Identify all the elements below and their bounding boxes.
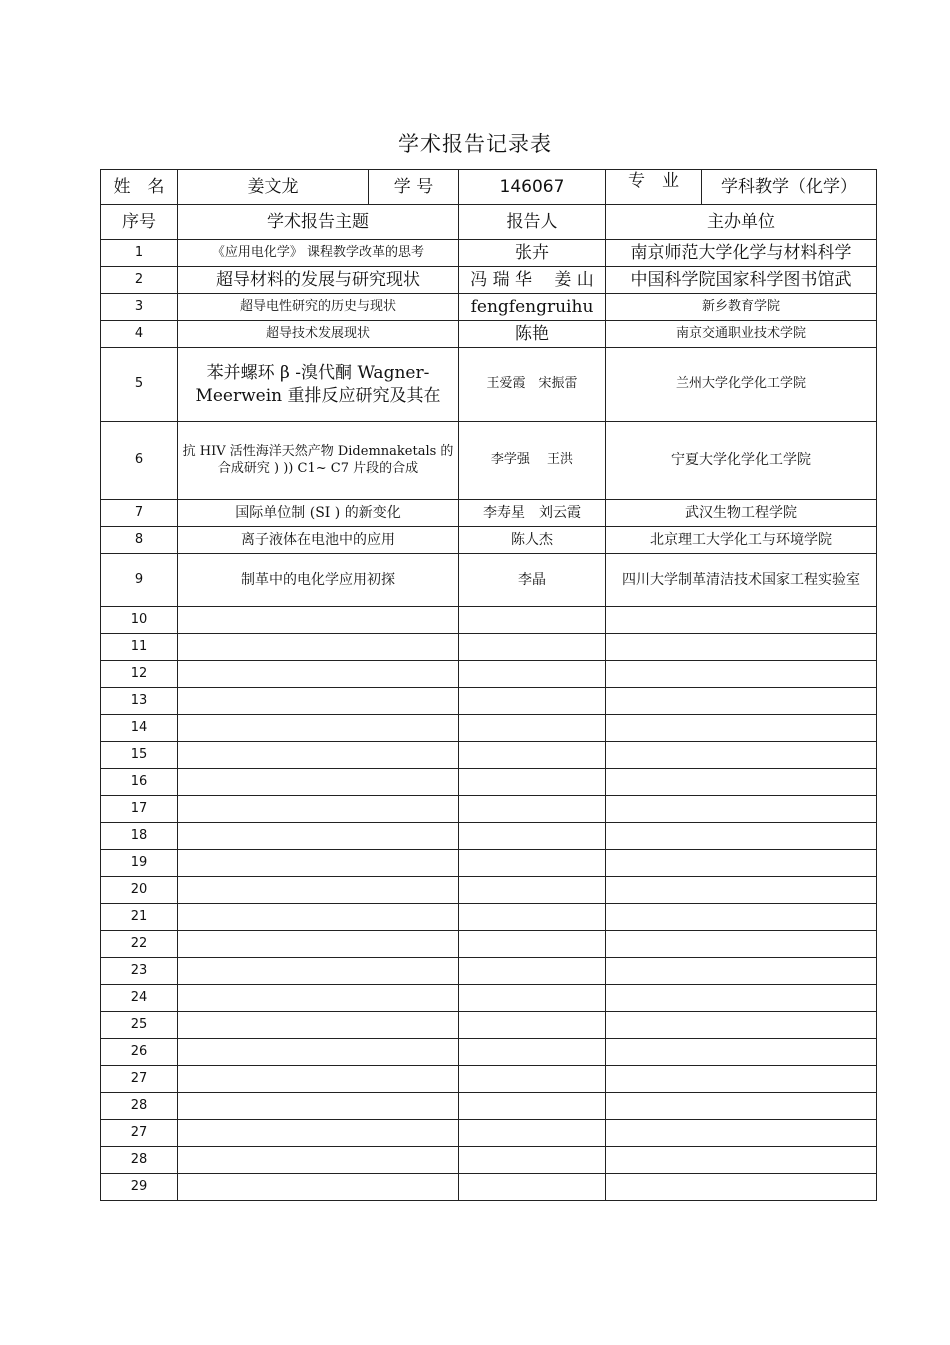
row-number: 11 — [101, 634, 178, 661]
row-number: 27 — [101, 1120, 178, 1147]
row-organizer: 南京交通职业技术学院 — [606, 321, 877, 348]
row-topic — [178, 877, 459, 904]
row-speaker — [459, 850, 606, 877]
row-speaker: 李学强 王洪 — [459, 422, 606, 500]
row-topic: 制革中的电化学应用初探 — [178, 554, 459, 607]
row-number: 3 — [101, 294, 178, 321]
student-info-row — [101, 170, 877, 205]
row-speaker — [459, 769, 606, 796]
row-number: 21 — [101, 904, 178, 931]
row-topic: 苯并螺环 β -溴代酮 Wagner-Meerwein 重排反应研究及其在 — [178, 348, 459, 422]
row-number: 22 — [101, 931, 178, 958]
row-organizer — [606, 1012, 877, 1039]
row-topic: 《应用电化学》 课程教学改革的思考 — [178, 240, 459, 267]
table-row — [101, 527, 877, 554]
row-number: 4 — [101, 321, 178, 348]
major-label: 专 业 — [606, 170, 702, 205]
row-topic — [178, 958, 459, 985]
table-row — [101, 607, 877, 634]
row-speaker — [459, 634, 606, 661]
row-number: 18 — [101, 823, 178, 850]
row-organizer — [606, 715, 877, 742]
row-speaker — [459, 1012, 606, 1039]
row-organizer — [606, 904, 877, 931]
table-row — [101, 823, 877, 850]
row-topic: 超导技术发展现状 — [178, 321, 459, 348]
col-header-speaker: 报告人 — [459, 205, 606, 240]
row-topic — [178, 1039, 459, 1066]
row-number: 29 — [101, 1174, 178, 1201]
row-organizer: 四川大学制革清洁技术国家工程实验室 — [606, 554, 877, 607]
row-organizer — [606, 1120, 877, 1147]
table-row — [101, 904, 877, 931]
table-row — [101, 294, 877, 321]
row-speaker — [459, 1093, 606, 1120]
table-row — [101, 500, 877, 527]
row-number: 17 — [101, 796, 178, 823]
row-organizer: 南京师范大学化学与材料科学 — [606, 240, 877, 267]
row-speaker — [459, 958, 606, 985]
row-topic — [178, 715, 459, 742]
row-number: 26 — [101, 1039, 178, 1066]
table-row — [101, 742, 877, 769]
row-organizer — [606, 796, 877, 823]
page-title: 学术报告记录表 — [398, 132, 552, 156]
row-organizer — [606, 1174, 877, 1201]
row-organizer — [606, 1039, 877, 1066]
table-row — [101, 321, 877, 348]
row-speaker: fengfengruihu — [459, 294, 606, 321]
column-header-row — [101, 205, 877, 240]
row-number: 19 — [101, 850, 178, 877]
table-row — [101, 715, 877, 742]
row-topic — [178, 1147, 459, 1174]
row-speaker — [459, 904, 606, 931]
row-speaker — [459, 742, 606, 769]
row-organizer — [606, 850, 877, 877]
row-topic: 超导材料的发展与研究现状 — [178, 267, 459, 294]
row-speaker — [459, 1174, 606, 1201]
table-row — [101, 267, 877, 294]
row-topic — [178, 823, 459, 850]
row-number: 1 — [101, 240, 178, 267]
row-topic — [178, 1093, 459, 1120]
name-value: 姜文龙 — [178, 170, 369, 205]
row-number: 13 — [101, 688, 178, 715]
row-speaker: 王爱霞 宋振雷 — [459, 348, 606, 422]
col-header-no: 序号 — [101, 205, 178, 240]
row-organizer: 武汉生物工程学院 — [606, 500, 877, 527]
row-topic — [178, 904, 459, 931]
table-row — [101, 661, 877, 688]
row-speaker — [459, 688, 606, 715]
row-organizer — [606, 985, 877, 1012]
row-speaker: 陈艳 — [459, 321, 606, 348]
table-row — [101, 1066, 877, 1093]
row-number: 6 — [101, 422, 178, 500]
row-speaker — [459, 796, 606, 823]
table-row — [101, 769, 877, 796]
row-number: 16 — [101, 769, 178, 796]
row-topic — [178, 1120, 459, 1147]
row-topic — [178, 607, 459, 634]
row-topic — [178, 661, 459, 688]
table-row — [101, 1174, 877, 1201]
row-speaker: 李晶 — [459, 554, 606, 607]
row-speaker — [459, 1066, 606, 1093]
row-number: 9 — [101, 554, 178, 607]
name-label: 姓 名 — [101, 170, 178, 205]
row-number: 5 — [101, 348, 178, 422]
table-row — [101, 1012, 877, 1039]
row-topic — [178, 796, 459, 823]
table-row — [101, 1093, 877, 1120]
student-id-value: 146067 — [459, 170, 606, 205]
row-organizer: 新乡教育学院 — [606, 294, 877, 321]
row-topic — [178, 688, 459, 715]
row-organizer: 兰州大学化学化工学院 — [606, 348, 877, 422]
row-number: 14 — [101, 715, 178, 742]
table-row — [101, 348, 877, 422]
row-speaker: 陈人杰 — [459, 527, 606, 554]
table-row — [101, 1120, 877, 1147]
row-number: 10 — [101, 607, 178, 634]
row-topic — [178, 1174, 459, 1201]
row-topic — [178, 1012, 459, 1039]
row-speaker — [459, 1039, 606, 1066]
row-organizer: 宁夏大学化学化工学院 — [606, 422, 877, 500]
row-speaker — [459, 877, 606, 904]
row-organizer — [606, 823, 877, 850]
row-organizer — [606, 1066, 877, 1093]
row-speaker — [459, 1147, 606, 1174]
table-row — [101, 931, 877, 958]
table-row — [101, 422, 877, 500]
col-header-topic: 学术报告主题 — [178, 205, 459, 240]
table-row — [101, 240, 877, 267]
row-organizer — [606, 877, 877, 904]
row-topic — [178, 850, 459, 877]
row-speaker: 李寿星 刘云霞 — [459, 500, 606, 527]
row-speaker — [459, 823, 606, 850]
row-speaker: 张卉 — [459, 240, 606, 267]
table-row — [101, 554, 877, 607]
row-organizer — [606, 769, 877, 796]
row-number: 28 — [101, 1093, 178, 1120]
row-number: 8 — [101, 527, 178, 554]
row-number: 2 — [101, 267, 178, 294]
row-number: 27 — [101, 1066, 178, 1093]
row-organizer — [606, 1147, 877, 1174]
row-topic: 离子液体在电池中的应用 — [178, 527, 459, 554]
row-topic — [178, 1066, 459, 1093]
row-speaker — [459, 661, 606, 688]
row-topic — [178, 985, 459, 1012]
row-number: 15 — [101, 742, 178, 769]
table-row — [101, 850, 877, 877]
row-number: 25 — [101, 1012, 178, 1039]
row-organizer — [606, 634, 877, 661]
table-row — [101, 958, 877, 985]
row-speaker: 冯 瑞 华 姜 山 — [459, 267, 606, 294]
row-speaker — [459, 985, 606, 1012]
table-row — [101, 1147, 877, 1174]
row-organizer — [606, 688, 877, 715]
row-speaker — [459, 715, 606, 742]
row-topic: 国际单位制 (SI ) 的新变化 — [178, 500, 459, 527]
table-row — [101, 877, 877, 904]
row-number: 12 — [101, 661, 178, 688]
row-organizer — [606, 1093, 877, 1120]
row-speaker — [459, 607, 606, 634]
row-topic: 超导电性研究的历史与现状 — [178, 294, 459, 321]
col-header-organizer: 主办单位 — [606, 205, 877, 240]
table-row — [101, 634, 877, 661]
row-organizer — [606, 661, 877, 688]
row-topic — [178, 931, 459, 958]
row-number: 23 — [101, 958, 178, 985]
row-number: 20 — [101, 877, 178, 904]
major-value: 学科教学（化学） — [702, 170, 877, 205]
table-row — [101, 688, 877, 715]
row-topic — [178, 742, 459, 769]
row-organizer: 北京理工大学化工与环境学院 — [606, 527, 877, 554]
row-organizer — [606, 931, 877, 958]
row-organizer — [606, 607, 877, 634]
table-row — [101, 1039, 877, 1066]
table-row — [101, 985, 877, 1012]
row-number: 24 — [101, 985, 178, 1012]
row-speaker — [459, 931, 606, 958]
row-topic: 抗 HIV 活性海洋天然产物 Didemnaketals 的合成研究 ) )) C1~ C7 片段的合成 — [178, 422, 459, 500]
row-organizer: 中国科学院国家科学图书馆武 — [606, 267, 877, 294]
row-organizer — [606, 958, 877, 985]
row-topic — [178, 634, 459, 661]
row-organizer — [606, 742, 877, 769]
table-row — [101, 796, 877, 823]
row-number: 28 — [101, 1147, 178, 1174]
row-number: 7 — [101, 500, 178, 527]
student-id-label: 学 号 — [369, 170, 459, 205]
report-table — [100, 169, 877, 1201]
row-topic — [178, 769, 459, 796]
row-speaker — [459, 1120, 606, 1147]
